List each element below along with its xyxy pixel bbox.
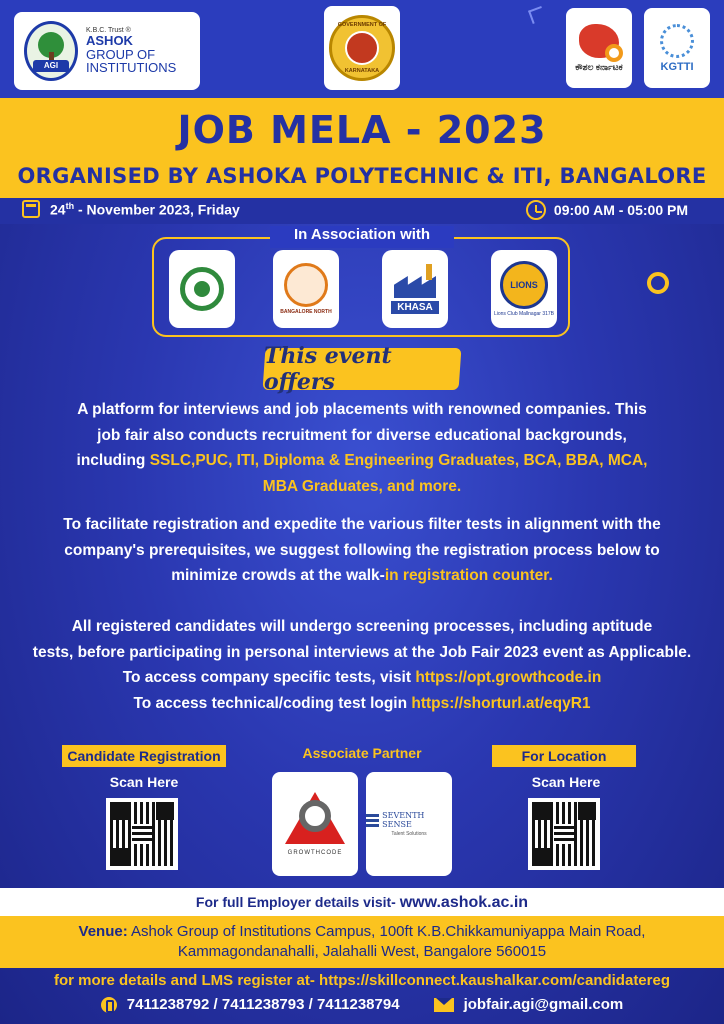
employer-details-bar: For full Employer details visit- www.ashok.ac.in	[0, 888, 724, 916]
page-subtitle: ORGANISED BY ASHOKA POLYTECHNIC & ITI, BANGALORE	[17, 164, 707, 188]
page-title: JOB MELA - 2023	[177, 108, 547, 152]
coding-test-link[interactable]: https://shorturl.at/eqyR1	[411, 694, 591, 712]
kassia-logo	[169, 250, 235, 328]
agi-name: K.B.C. Trust ® ASHOK GROUP OF INSTITUTIONS	[86, 26, 177, 76]
ring-deco-icon	[647, 272, 669, 294]
karnataka-emblem-icon: GOVERNMENT OF KARNATAKA	[329, 15, 395, 81]
factory-icon	[394, 264, 436, 298]
laghu-udyog-bharati-logo: BANGALORE NORTH	[273, 250, 339, 328]
calendar-icon	[22, 200, 40, 218]
lions-emblem-icon: LIONS	[500, 261, 548, 309]
khasa-logo: KHASA	[382, 250, 448, 328]
phone-icon	[101, 997, 117, 1013]
seventh-sense-logo: SEVENTH SENSE Talent Solutions	[366, 772, 452, 876]
karnataka-map-icon	[579, 24, 619, 58]
lions-club-logo: LIONS Lions Club Mallnagar 317B	[491, 250, 557, 328]
registration-qr-code[interactable]	[106, 798, 178, 870]
mail-icon	[434, 998, 454, 1012]
government-of-karnataka-seal	[324, 6, 400, 90]
lub-emblem-icon	[284, 263, 328, 307]
screening-paragraph: All registered candidates will undergo screening processes, including aptitude tests, before participating in personal interviews at the Job Fair 2023 event as Applicable. To access company specific tests, visit https://opt.growthcode.in To access technical/coding test login https://shorturl.at/eqyR1	[32, 618, 692, 712]
ashok-group-logo	[14, 12, 200, 90]
location-qr-code[interactable]	[528, 798, 600, 870]
scan-here-location: Scan Here	[531, 774, 601, 790]
location-label: For Location	[492, 745, 636, 767]
lms-register-link[interactable]: https://skillconnect.kaushalkar.com/candidatereg	[319, 972, 670, 989]
scan-here-registration: Scan Here	[109, 774, 179, 790]
clock-icon	[526, 200, 546, 220]
phone-numbers[interactable]: 7411238792 / 7411238793 / 7411238794	[126, 996, 400, 1013]
association-label: In Association with	[270, 226, 454, 248]
event-date: 24th - November 2023, Friday	[22, 200, 240, 218]
kgtti-logo: KGTTI	[644, 8, 710, 88]
lms-register-line: for more details and LMS register at- https://skillconnect.kaushalkar.com/candidatereg	[53, 972, 670, 989]
offers-heading-badge: This event offers	[263, 348, 462, 390]
kgtti-icon	[660, 24, 694, 58]
growthcode-g-icon	[299, 800, 331, 832]
candidate-registration-label: Candidate Registration	[62, 745, 226, 767]
employer-website-link[interactable]: www.ashok.ac.in	[399, 894, 529, 911]
event-time: 09:00 AM - 05:00 PM	[526, 200, 688, 220]
agi-emblem-icon: AGI	[24, 21, 78, 81]
growthcode-logo: GROWTHCODE	[272, 772, 358, 876]
company-tests-link[interactable]: https://opt.growthcode.in	[415, 669, 602, 686]
contact-row	[0, 996, 724, 1013]
kaushalkar-logo: ಕೌಶಲ ಕರ್ನಾಟಕ	[566, 8, 632, 88]
seventh-sense-icon	[366, 813, 379, 827]
registration-paragraph: To facilitate registration and expedite the various filter tests in alignment with the company's prerequisites, we suggest following the registration process below to minimize crowds at the walk-in registration counter.	[63, 516, 661, 584]
associate-partner-label: Associate Partner	[302, 745, 422, 761]
kassia-gear-icon	[180, 267, 224, 311]
offers-paragraph: A platform for interviews and job placements with renowned companies. This job fair also conducts recruitment for diverse educational backgrounds, including SSLC,PUC, ITI, Diploma & Engineering Graduates, BCA, BBA, MCA, MBA Graduates, and more.	[76, 401, 648, 495]
contact-email[interactable]: jobfair.agi@gmail.com	[463, 996, 624, 1013]
venue-band: Venue: Ashok Group of Institutions Campus, 100ft K.B.Chikkamuniyappa Main Road, Kammagondanahalli, Jalahalli West, Bangalore 560015	[0, 916, 724, 968]
